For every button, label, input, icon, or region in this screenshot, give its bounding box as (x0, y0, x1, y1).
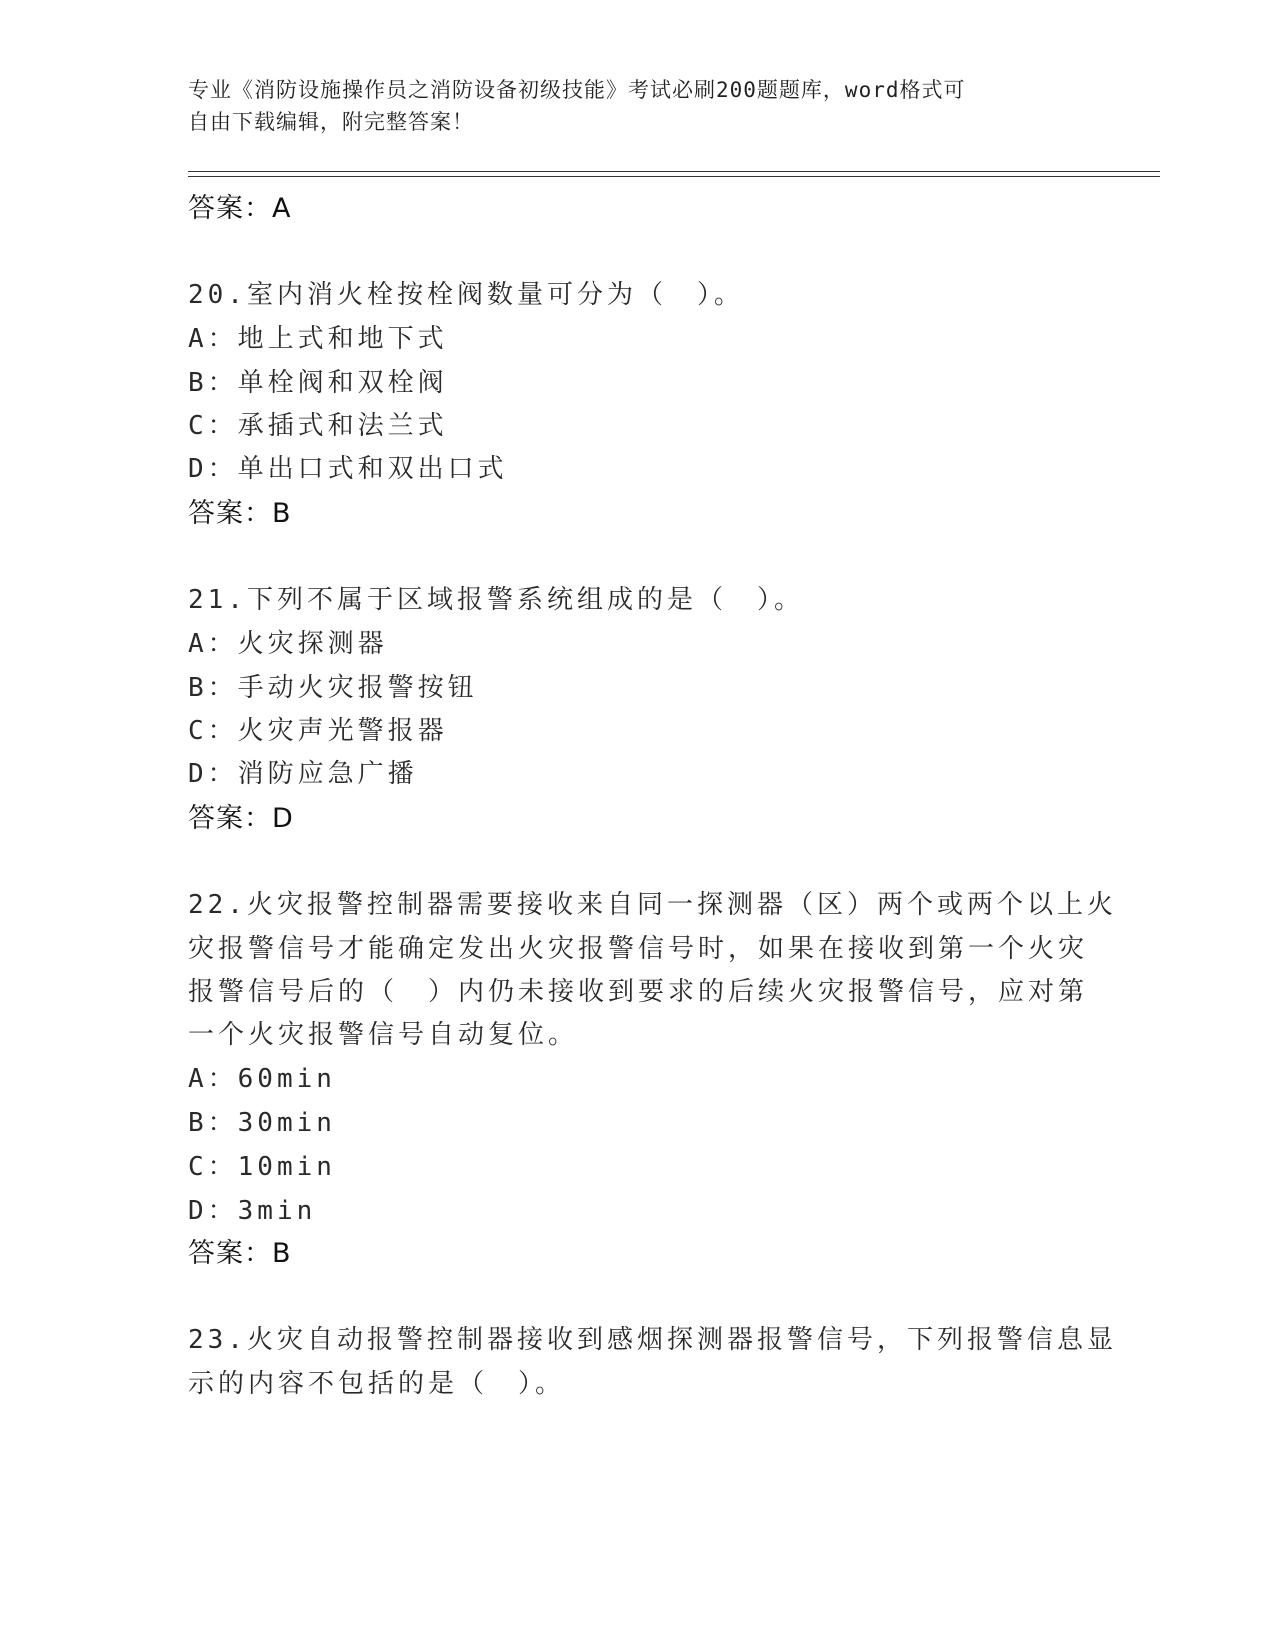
question-22-option-c: C：10min (188, 1152, 336, 1182)
question-22-option-a: A：60min (188, 1064, 336, 1094)
question-22-option-d: D：3min (188, 1196, 317, 1226)
question-20-option-d: D：单出口式和双出口式 (188, 454, 508, 484)
question-20-option-a: A：地上式和地下式 (188, 324, 448, 354)
answer-19: 答案：A (188, 193, 292, 224)
question-22-stem-line-2: 灾报警信号才能确定发出火灾报警信号时，如果在接收到第一个火灾 (188, 934, 1089, 964)
question-23-stem-line-2: 示的内容不包括的是（ ）。 (188, 1369, 566, 1399)
question-20-option-b: B：单栓阀和双栓阀 (188, 368, 448, 398)
question-22-stem-line-1: 22.火灾报警控制器需要接收来自同一探测器（区）两个或两个以上火 (188, 890, 1117, 920)
question-22-stem-line-4: 一个火灾报警信号自动复位。 (188, 1020, 579, 1050)
header-line-2: 自由下载编辑，附完整答案！ (188, 110, 474, 134)
question-20-answer: 答案：B (188, 498, 292, 529)
question-21-answer: 答案：D (188, 803, 294, 834)
question-22-answer: 答案：B (188, 1238, 292, 1269)
question-22-option-b: B：30min (188, 1108, 336, 1138)
question-21-option-c: C：火灾声光警报器 (188, 716, 448, 746)
question-21-option-b: B：手动火灾报警按钮 (188, 673, 478, 703)
header-rule-top (188, 171, 1160, 172)
header-rule-bottom (188, 176, 1160, 177)
question-20-option-c: C：承插式和法兰式 (188, 411, 448, 441)
question-21-option-a: A：火灾探测器 (188, 629, 388, 659)
question-23-stem-line-1: 23.火灾自动报警控制器接收到感烟探测器报警信号，下列报警信息显 (188, 1325, 1117, 1355)
header-line-1: 专业《消防设施操作员之消防设备初级技能》考试必刷200题题库，word格式可 (188, 78, 966, 102)
question-21-stem: 21.下列不属于区域报警系统组成的是（ ）。 (188, 585, 804, 615)
question-20-stem: 20.室内消火栓按栓阀数量可分为（ ）。 (188, 280, 744, 310)
question-21-option-d: D：消防应急广播 (188, 759, 418, 789)
question-22-stem-line-3: 报警信号后的（ ）内仍未接收到要求的后续火灾报警信号，应对第 (188, 977, 1089, 1007)
document-header (188, 74, 1088, 138)
